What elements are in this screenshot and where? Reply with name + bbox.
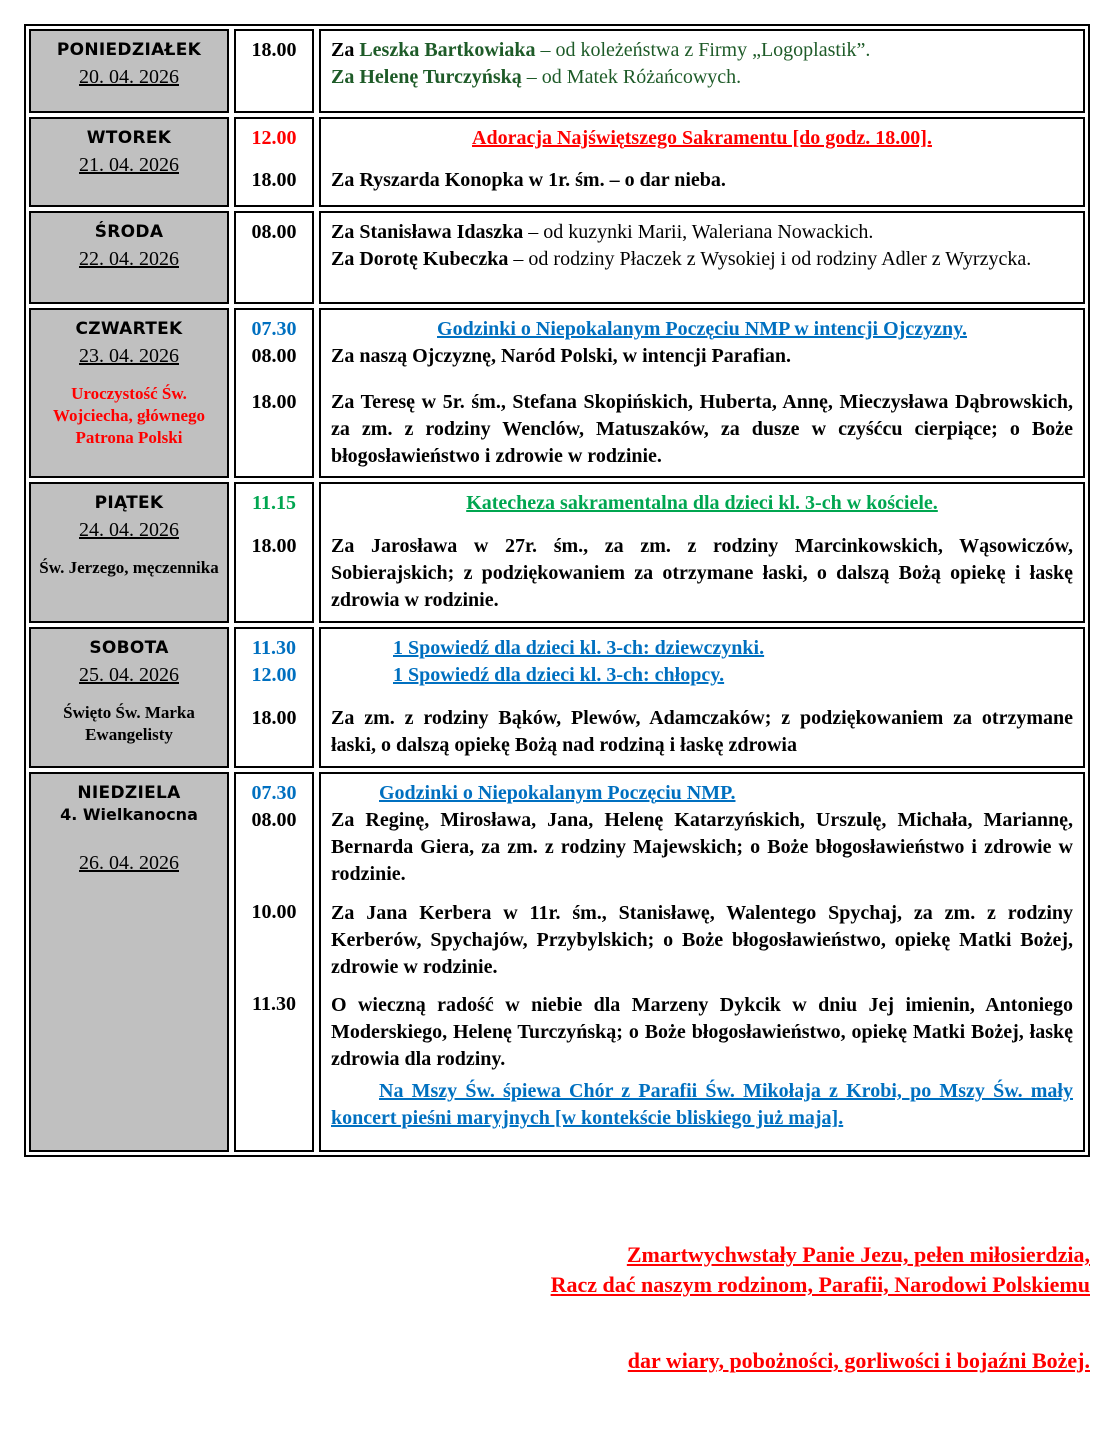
intentions-cell <box>319 117 1085 207</box>
intention-block <box>331 219 1073 273</box>
time-cell <box>234 117 314 207</box>
intention-block <box>331 635 1073 662</box>
time-cell <box>234 482 314 623</box>
intentions-cell <box>319 772 1085 1152</box>
day-date: 24. 04. 2026 <box>79 519 179 541</box>
intention-block <box>331 389 1073 470</box>
schedule-row <box>29 772 1085 1152</box>
mass-time: 18.00 <box>251 39 297 61</box>
intention-text: Za Helenę Turczyńską <box>331 66 522 88</box>
intention-text: Adoracja Najświętszego Sakramentu [do godz. 18.00]. <box>472 127 932 149</box>
intention-text: Za <box>331 39 360 61</box>
day-cell <box>29 308 229 478</box>
schedule-row <box>29 211 1085 304</box>
mass-time: 18.00 <box>251 535 297 557</box>
day-feast-note: Uroczystość Św. Wojciecha, głównego Patrona Polski <box>52 384 206 447</box>
mass-time: 12.00 <box>251 127 297 149</box>
intention-block <box>331 490 1073 517</box>
day-date: 23. 04. 2026 <box>79 345 179 367</box>
intention-block <box>331 807 1073 888</box>
intention-text: – od rodziny Płaczek z Wysokiej i od rodziny Adler z Wyrzycka. <box>508 248 1032 270</box>
intentions-cell <box>319 29 1085 113</box>
day-subtitle: 4. Wielkanocna <box>60 805 198 824</box>
intention-text: Na Mszy Św. śpiewa Chór z Parafii Św. Mikołaja z Krobi, po Mszy Św. mały koncert pieśni maryjnych [w kontekście bliskiego już maja]. <box>331 1080 1073 1129</box>
schedule-row <box>29 117 1085 207</box>
mass-time: 10.00 <box>251 901 297 923</box>
mass-time: 12.00 <box>251 664 297 686</box>
intention-block <box>331 125 1073 152</box>
day-name: ŚRODA <box>94 222 164 242</box>
intentions-cell <box>319 308 1085 478</box>
day-feast-note: Święto Św. Marka Ewangelisty <box>63 703 195 744</box>
day-name: CZWARTEK <box>75 319 183 339</box>
mass-time: 07.30 <box>251 782 297 804</box>
intentions-cell <box>319 627 1085 768</box>
intention-text: Za Jarosława w 27r. śm., za zm. z rodziny Marcinkowskich, Wąsowiczów, Sobierajskich; z podziękowaniem za otrzymane łaski, o dalszą Bożą opiekę i łaskę zdrowia w rodzinie. <box>331 535 1073 611</box>
day-date: 22. 04. 2026 <box>79 248 179 270</box>
day-date: 26. 04. 2026 <box>79 852 179 874</box>
intention-text: Za Reginę, Mirosława, Jana, Helenę Katarzyńskich, Urszulę, Michała, Mariannę, Bernarda Giera, za zm. z rodziny Majewskich; o Boże błogosławieństwo i zdrowie w rodzinie. <box>331 809 1073 885</box>
intention-text: Godzinki o Niepokalanym Poczęciu NMP w intencji Ojczyzny. <box>437 318 967 340</box>
mass-time: 08.00 <box>251 809 297 831</box>
intention-block <box>331 662 1073 689</box>
prayer-line-2: Racz dać naszym rodzinom, Parafii, Narodowi Polskiemu <box>550 1272 1090 1297</box>
day-cell <box>29 772 229 1152</box>
intention-text: 1 Spowiedź dla dzieci kl. 3-ch: dziewczynki. <box>393 637 765 659</box>
day-cell <box>29 627 229 768</box>
intention-text: Za Teresę w 5r. śm., Stefana Skopińskich, Huberta, Annę, Mieczysława Dąbrowskich, za zm. z rodziny Wenclów, Matuszaków, za dusze w czyśćcu cierpiące; o Boże błogosławieństwo i zdrowie w rodzinie. <box>331 391 1073 467</box>
intention-text: O wieczną radość w niebie dla Marzeny Dykcik w dniu Jej imienin, Antoniego Moderskiego, Helenę Turczyńską; o Boże błogosławieństwo, opiekę Matki Bożej, łaskę zdrowia dla rodziny. <box>331 994 1073 1070</box>
intention-block <box>331 316 1073 343</box>
time-cell <box>234 308 314 478</box>
time-cell <box>234 211 314 304</box>
mass-time: 18.00 <box>251 169 297 191</box>
schedule-rows <box>29 29 1085 1152</box>
day-cell <box>29 482 229 623</box>
intention-block <box>331 167 1073 194</box>
intention-text: Za Ryszarda Konopka w 1r. śm. – o dar nieba. <box>331 169 726 191</box>
intention-text: 1 Spowiedź dla dzieci kl. 3-ch: chłopcy. <box>393 664 725 686</box>
intention-text: Za Dorotę Kubeczka <box>331 248 509 270</box>
intention-text: Za naszą Ojczyznę, Naród Polski, w intencji Parafian. <box>331 345 791 367</box>
intention-block <box>331 343 1073 370</box>
mass-time: 11.30 <box>252 637 296 659</box>
intention-text: – od koleżeństwa z Firmy „Logoplastik”. <box>535 39 871 61</box>
schedule-row <box>29 627 1085 768</box>
day-date: 20. 04. 2026 <box>79 66 179 88</box>
intentions-cell <box>319 211 1085 304</box>
time-cell <box>234 772 314 1152</box>
intention-block <box>331 900 1073 981</box>
intentions-cell <box>319 482 1085 623</box>
day-name: WTOREK <box>86 128 172 148</box>
prayer-line-1: Zmartwychwstały Panie Jezu, pełen miłosierdzia, <box>626 1242 1090 1267</box>
schedule-row <box>29 482 1085 623</box>
intention-text: – od kuzynki Marii, Waleriana Nowackich. <box>523 221 874 243</box>
intention-block <box>331 705 1073 759</box>
day-cell <box>29 117 229 207</box>
mass-time: 11.15 <box>252 492 296 514</box>
intention-text: Za Jana Kerbera w 11r. śm., Stanisławę, Walentego Spychaj, za zm. z rodziny Kerberów, Spychajów, Przybylskich; o Boże błogosławieństwo, opiekę Matki Bożej, zdrowie w rodzinie. <box>331 902 1073 978</box>
schedule-row <box>29 29 1085 113</box>
intention-block <box>331 992 1073 1073</box>
time-cell <box>234 29 314 113</box>
mass-time: 11.30 <box>252 993 296 1015</box>
day-cell <box>29 29 229 113</box>
intention-block <box>331 780 1073 807</box>
intention-text: Za zm. z rodziny Bąków, Plewów, Adamczaków; z podziękowaniem za otrzymane łaski, o dalszą opiekę Bożą nad rodziną i łaskę zdrowia <box>331 707 1073 756</box>
mass-intentions-table <box>24 24 1090 1157</box>
intention-text: Za Stanisława Idaszka <box>331 221 524 243</box>
mass-time: 18.00 <box>251 707 297 729</box>
mass-time: 08.00 <box>251 345 297 367</box>
schedule-row <box>29 308 1085 478</box>
day-name: PIĄTEK <box>94 493 164 513</box>
intention-block <box>331 37 1073 91</box>
intention-text: Godzinki o Niepokalanym Poczęciu NMP. <box>379 782 736 804</box>
mass-time: 07.30 <box>251 318 297 340</box>
intention-text: – od Matek Różańcowych. <box>521 66 742 88</box>
day-feast-note: Św. Jerzego, męczennika <box>39 558 219 577</box>
mass-time: 08.00 <box>251 221 297 243</box>
easter-prayer <box>390 1240 1090 1376</box>
day-name: NIEDZIELA <box>77 783 181 803</box>
day-date: 21. 04. 2026 <box>79 154 179 176</box>
intention-block <box>331 1078 1073 1132</box>
intention-text: Leszka Bartkowiaka <box>359 39 536 61</box>
intention-block <box>331 533 1073 614</box>
day-name: PONIEDZIAŁEK <box>56 40 202 60</box>
mass-time: 18.00 <box>251 391 297 413</box>
day-date: 25. 04. 2026 <box>79 664 179 686</box>
prayer-line-3: dar wiary, pobożności, gorliwości i bojaźni Bożej. <box>627 1348 1090 1373</box>
intention-text: Katecheza sakramentalna dla dzieci kl. 3-ch w kościele. <box>466 492 938 514</box>
day-name: SOBOTA <box>89 638 169 658</box>
day-cell <box>29 211 229 304</box>
time-cell <box>234 627 314 768</box>
